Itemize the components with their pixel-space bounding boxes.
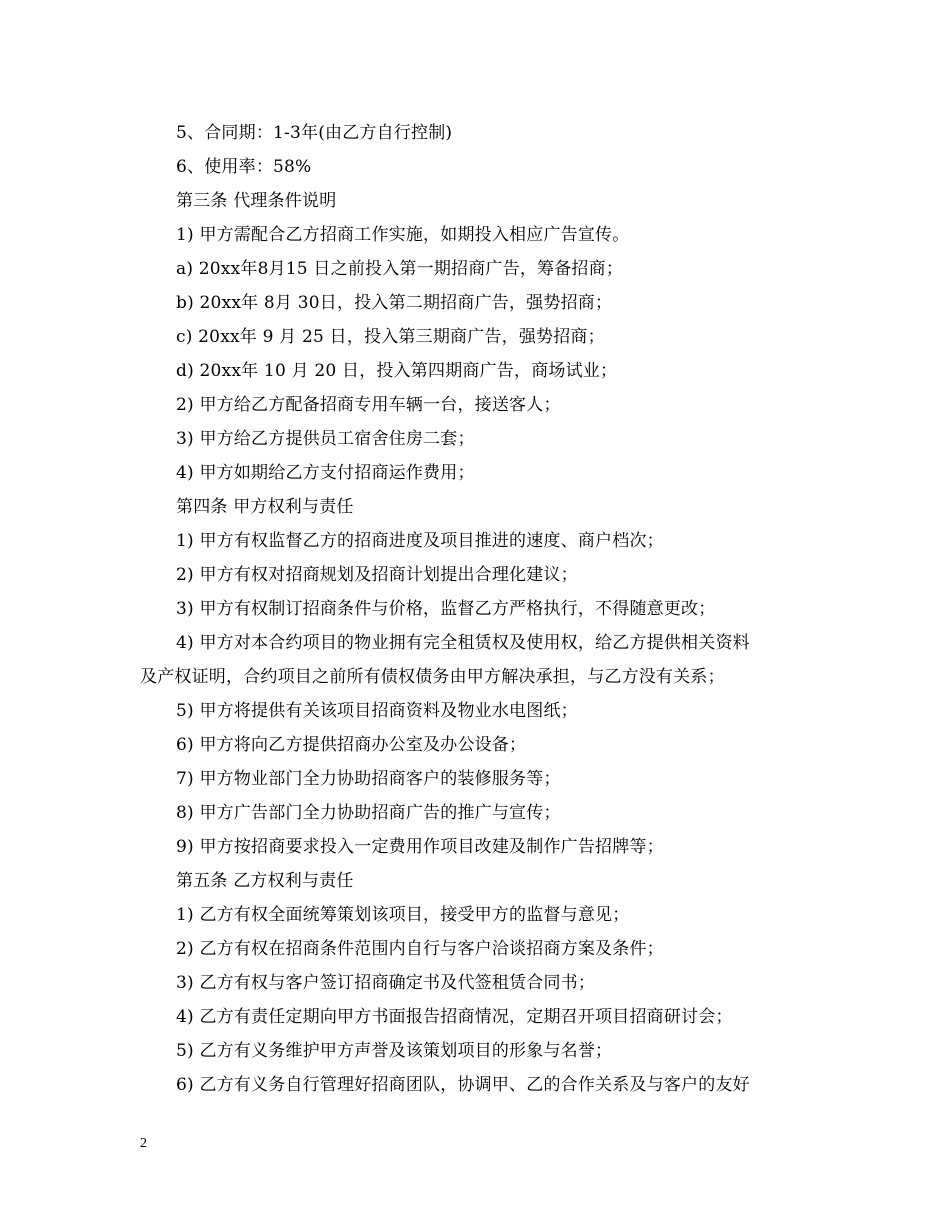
text-line: 6、使用率：58% (176, 157, 312, 177)
text-line: 1) 甲方有权监督乙方的招商进度及项目推进的速度、商户档次； (176, 531, 664, 551)
text-line: 3) 甲方给乙方提供员工宿舍住房二套； (176, 429, 475, 449)
text-line: c) 20xx年 9 月 25 日，投入第三期商广告，强势招商； (176, 327, 605, 347)
text-line: 1) 甲方需配合乙方招商工作实施，如期投入相应广告宣传。 (176, 225, 630, 245)
text-line: b) 20xx年 8月 30日，投入第二期招商广告，强势招商； (176, 293, 613, 313)
text-line: d) 20xx年 10 月 20 日，投入第四期商广告，商场试业； (176, 361, 618, 381)
text-line: 6) 乙方有义务自行管理好招商团队，协调甲、乙的合作关系及与客户的友好 (176, 1075, 750, 1095)
text-line: 4) 甲方如期给乙方支付招商运作费用； (176, 463, 475, 483)
section-heading: 第五条 乙方权利与责任 (176, 871, 354, 891)
text-line-continuation: 及产权证明，合约项目之前所有债权债务由甲方解决承担，与乙方没有关系； (140, 667, 725, 687)
text-line: 3) 甲方有权制订招商条件与价格，监督乙方严格执行，不得随意更改； (176, 599, 716, 619)
text-line: 2) 甲方有权对招商规划及招商计划提出合理化建议； (176, 565, 578, 585)
text-line: 6) 甲方将向乙方提供招商办公室及办公设备； (176, 735, 527, 755)
text-line: 4) 甲方对本合约项目的物业拥有完全租赁权及使用权，给乙方提供相关资料 (176, 633, 750, 653)
section-heading: 第三条 代理条件说明 (176, 191, 337, 211)
text-line: 4) 乙方有责任定期向甲方书面报告招商情况，定期召开项目招商研讨会； (176, 1007, 733, 1027)
text-line: a) 20xx年8月15 日之前投入第一期招商广告，筹备招商； (176, 259, 624, 279)
text-line: 9) 甲方按招商要求投入一定费用作项目改建及制作广告招牌等； (176, 837, 664, 857)
document-body (140, 116, 820, 1102)
text-line: 2) 甲方给乙方配备招商专用车辆一台，接送客人； (176, 395, 561, 415)
text-line: 7) 甲方物业部门全力协助招商客户的装修服务等； (176, 769, 561, 789)
text-line: 3) 乙方有权与客户签订招商确定书及代签租赁合同书； (176, 973, 596, 993)
text-line: 2) 乙方有权在招商条件范围内自行与客户洽谈招商方案及条件； (176, 939, 664, 959)
text-line: 8) 甲方广告部门全力协助招商广告的推广与宣传； (176, 803, 561, 823)
page-number: 2 (140, 1136, 147, 1151)
text-line: 1) 乙方有权全面统筹策划该项目，接受甲方的监督与意见； (176, 905, 630, 925)
text-line: 5、合同期：1-3年(由乙方自行控制) (176, 123, 453, 143)
text-line: 5) 甲方将提供有关该项目招商资料及物业水电图纸； (176, 701, 578, 721)
text-line: 5) 乙方有义务维护甲方声誉及该策划项目的形象与名誉； (176, 1041, 613, 1061)
section-heading: 第四条 甲方权利与责任 (176, 497, 354, 517)
